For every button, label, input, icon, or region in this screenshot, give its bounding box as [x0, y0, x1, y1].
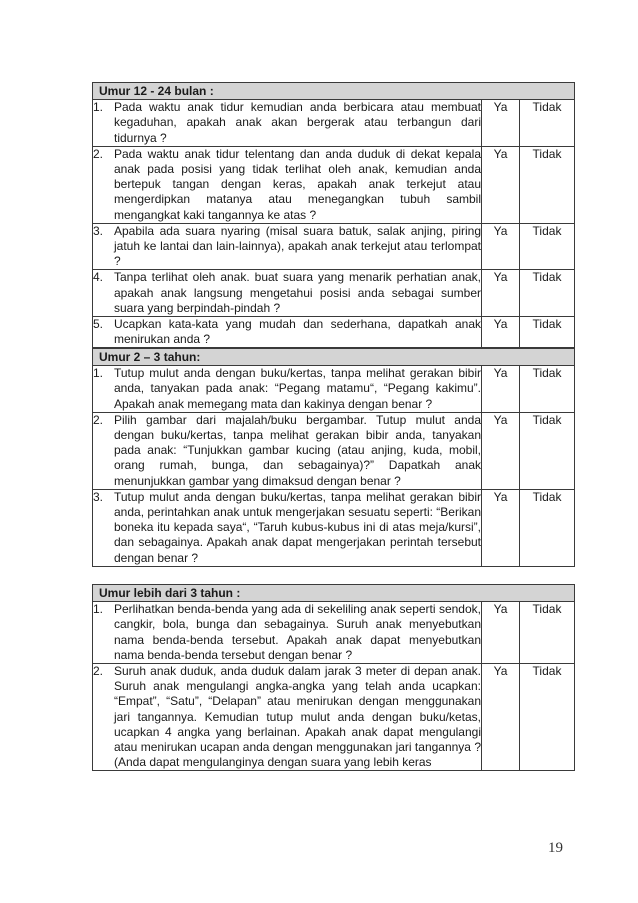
item-number: 2. — [93, 412, 104, 427]
question-text: Pada waktu anak tidur telentang dan anda duduk di dekat kepala anak pada posisi yang tidak terlihat oleh anak, kemudian anda bertepuk tangan dengan keras, apakah anak terkejut atau mengerdipkan matanya atau menegangkan tubuh sambil mengangkat kaki tangannya ke atas ? — [114, 146, 481, 222]
answer-no[interactable]: Tidak — [520, 100, 575, 147]
answer-no[interactable]: Tidak — [520, 412, 575, 489]
question-text: Ucapkan kata-kata yang mudah dan sederhana, dapatkah anak menirukan anda ? — [114, 317, 481, 347]
question-text: Pilih gambar dari majalah/buku bergambar. Tutup mulut anda dengan buku/kertas, tanpa melihat gerakan bibir anda, tanyakan pada anak: “Tunjukkan gambar kucing (atau anjing, kuda, mobil, orang rumah, bunga, dan sebagainya)?” Dapatkah anak menunjukkan gambar yang dimaksud dengan benar ? — [114, 412, 481, 488]
section-header: Umur lebih dari 3 tahun : — [93, 585, 575, 602]
table-row — [93, 270, 575, 317]
section-header: Umur 2 – 3 tahun: — [93, 349, 575, 366]
question-text: Suruh anak duduk, anda duduk dalam jarak 3 meter di depan anak. Suruh anak mengulangi angka-angka yang telah anda ucapkan: “Empat”, “Satu”, “Delapan” atau menirukan dengan menggunakan jari tangannya. Kemudian tutup mulut anda dengan buku/ketas, ucapkan 4 angka yang berlainan. Apakah anak dapat mengulangi atau menirukan ucapan anda dengan menggunakan jari tangannya ? (Anda dapat mengulanginya dengan suara yang lebih keras — [114, 664, 481, 770]
table-row — [93, 602, 575, 664]
table-row — [93, 223, 575, 270]
item-number: 1. — [93, 366, 104, 381]
question-text: Tutup mulut anda dengan buku/kertas, tanpa melihat gerakan bibir anda, perintahkan anak untuk mengerjakan sesuatu seperti: “Berikan boneka itu kepada saya“, “Taruh kubus-kubus ini di atas meja/kursi”, dan sebagainya. Apakah anak dapat mengerjakan perintah tersebut dengan benar ? — [114, 489, 481, 565]
answer-yes[interactable]: Ya — [482, 270, 520, 317]
answer-no[interactable]: Tidak — [520, 664, 575, 771]
answer-yes[interactable]: Ya — [482, 146, 520, 223]
answer-no[interactable]: Tidak — [520, 489, 575, 566]
answer-no[interactable]: Tidak — [520, 602, 575, 664]
item-number: 1. — [93, 602, 104, 617]
answer-yes[interactable]: Ya — [482, 412, 520, 489]
table-row — [93, 412, 575, 489]
item-number: 3. — [93, 489, 104, 504]
questionnaire-table-12-24-months — [92, 82, 575, 348]
table-row — [93, 366, 575, 413]
answer-yes[interactable]: Ya — [482, 489, 520, 566]
item-number: 4. — [93, 270, 104, 285]
item-number: 3. — [93, 223, 104, 238]
question-text: Apabila ada suara nyaring (misal suara batuk, salak anjing, piring jatuh ke lantai dan lain-lainnya), apakah anak terkejut atau terlompat ? — [114, 223, 481, 269]
table-row — [93, 100, 575, 147]
answer-yes[interactable]: Ya — [482, 366, 520, 413]
section-header: Umur 12 - 24 bulan : — [93, 83, 575, 100]
table-row — [93, 489, 575, 566]
item-number: 2. — [93, 146, 104, 161]
question-text: Pada waktu anak tidur kemudian anda berbicara atau membuat kegaduhan, apakah anak akan bergerak atau terbangun dari tidurnya ? — [114, 100, 481, 145]
answer-no[interactable]: Tidak — [520, 366, 575, 413]
answer-yes[interactable]: Ya — [482, 100, 520, 147]
questionnaire-table-2-3-years — [92, 348, 575, 567]
table-row — [93, 146, 575, 223]
table-row — [93, 317, 575, 348]
answer-no[interactable]: Tidak — [520, 146, 575, 223]
answer-no[interactable]: Tidak — [520, 317, 575, 348]
answer-yes[interactable]: Ya — [482, 602, 520, 664]
question-text: Perlihatkan benda-benda yang ada di sekeliling anak seperti sendok, cangkir, bola, bunga dan sebagainya. Suruh anak menyebutkan nama benda-benda tersebut. Apakah anak dapat menyebutkan nama benda-benda tersebut dengan benar ? — [114, 602, 481, 662]
question-text: Tanpa terlihat oleh anak. buat suara yang menarik perhatian anak, apakah anak langsung mengetahui posisi anda sebagai sumber suara yang berpindah-pindah ? — [114, 270, 481, 315]
page-number: 19 — [548, 840, 563, 856]
item-number: 5. — [93, 317, 104, 332]
answer-yes[interactable]: Ya — [482, 317, 520, 348]
question-text: Tutup mulut anda dengan buku/kertas, tanpa melihat gerakan bibir anda, tanyakan pada anak: “Pegang matamu“, “Pegang kakimu”. Apakah anak memegang mata dan kakinya dengan benar ? — [114, 366, 481, 411]
answer-no[interactable]: Tidak — [520, 270, 575, 317]
item-number: 1. — [93, 100, 104, 115]
answer-no[interactable]: Tidak — [520, 223, 575, 270]
answer-yes[interactable]: Ya — [482, 223, 520, 270]
table-row — [93, 664, 575, 771]
questionnaire-table-over-3-years — [92, 584, 575, 771]
answer-yes[interactable]: Ya — [482, 664, 520, 771]
item-number: 2. — [93, 664, 104, 679]
